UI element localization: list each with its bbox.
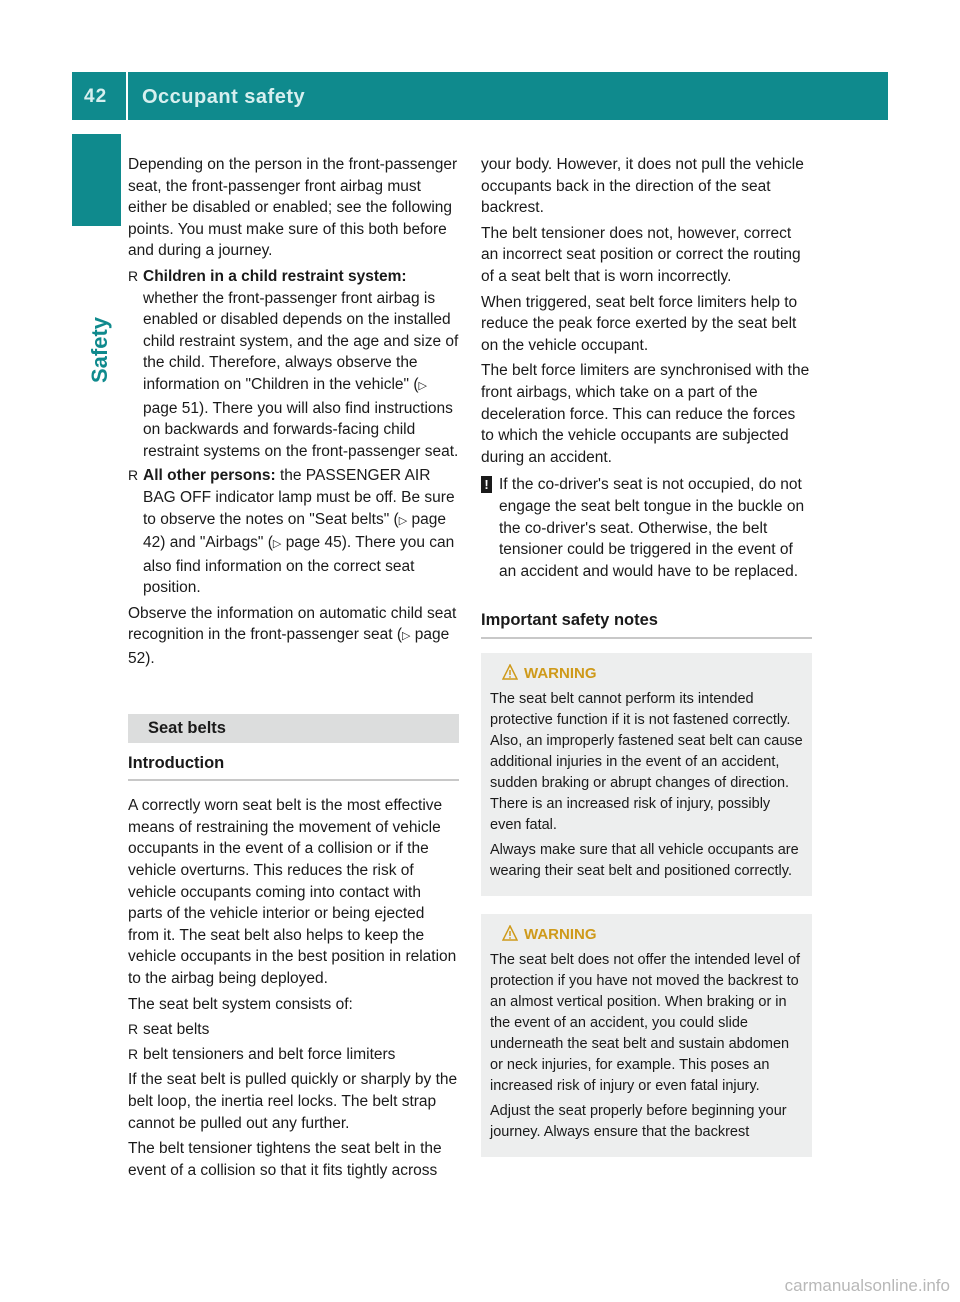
page-ref-arrow-icon: ▷ [402,630,411,643]
left-column [128,154,459,1185]
warning-label: WARNING [524,925,597,943]
watermark: carmanualsonline.info [784,1276,950,1295]
caution-note: ! If the co-driver's seat is not occupied, do not engage the seat belt tongue in the buckle on the co-driver's seat. Otherwise, the belt tensioner could be triggered in the event of an accident and would have to be replaced. [481,474,812,582]
page-ref-arrow-icon: ▷ [398,514,408,527]
warning-text: The seat belt cannot perform its intended protective function if it is not fastened correctly. Also, an improperly fastened seat belt can cause additional injuries in the event of an accident, sudden braking or abrupt changes of direction. There is an increased risk of injury, possibly even fatal. [490,690,803,833]
warning-box [481,914,812,1157]
exclamation-icon: ! [481,476,492,493]
list-item: R seat belts [128,1019,459,1041]
bullet-icon: R [128,267,139,284]
list-item: R Children in a child restraint system: whether the front-passenger front airbag is enabled or disabled depends on the installed child restraint system, and the age and size of the child. Therefore, always observe the information on "Children in the vehicle" (▷ page 51). There you will also find instructions on backwards and forwards-facing child restraint systems on the front-passenger seat. [128,267,459,460]
page-ref-arrow-icon: ▷ [272,538,282,551]
airbag-bullet-list [128,266,459,599]
page-ref-arrow-icon: ▷ [418,379,427,392]
paragraph: The belt tensioner tightens the seat belt in the event of a collision so that it fits tightly across [128,1140,442,1179]
right-column [481,154,812,1175]
page-number: 42 [84,86,108,107]
bullet-icon: R [128,1021,139,1038]
subheading-introduction: Introduction [128,743,459,782]
section-title: Seat belts [148,718,226,737]
paragraph: When triggered, seat belt force limiters help to reduce the peak force exerted by the seat belt on the vehicle occupant. [481,293,798,354]
side-tab-label: Safety [87,316,112,384]
warning-triangle-icon [502,664,518,680]
warning-header [490,663,803,687]
observe-paragraph: Observe the information on automatic child seat recognition in the front-passenger seat (▷ page 52). [128,604,457,668]
warning-header [490,924,803,948]
list-item: R All other persons: the PASSENGER AIR BAG OFF indicator lamp must be off. Be sure to observe the notes on "Seat belts" (▷ page 42) and "Airbags" (▷ page 45). There you can also find information on the correct seat position. [128,467,455,597]
belt-system-list [128,1019,459,1065]
intro-paragraph: Depending on the person in the front-passenger seat, the front-passenger front airbag must either be disabled or enabled; see the following points. You must make sure of this both before and during a journey. [128,156,458,260]
section-heading-box [128,714,459,743]
warning-text: The seat belt does not offer the intended level of protection if you have not moved the backrest to an almost vertical position. When braking or in the event of an accident, you could slide underneath the seat belt and sustain abdomen or neck injuries, for example. This poses an increased risk of injury or even fatal injury. [490,951,801,1094]
paragraph: The seat belt system consists of: [128,995,353,1013]
side-tab-block [72,134,121,226]
warning-text: Adjust the seat properly before beginning your journey. Always ensure that the backrest [490,1102,787,1140]
page-header [72,72,888,120]
paragraph: your body. However, it does not pull the vehicle occupants back in the direction of the seat backrest. [481,156,804,217]
paragraph: The belt tensioner does not, however, correct an incorrect seat position or correct the routing of a seat belt that is worn incorrectly. [481,224,801,285]
subheading-safety-notes: Important safety notes [481,600,812,639]
warning-label: WARNING [524,664,597,682]
warning-triangle-icon [502,925,518,941]
page-title: Occupant safety [142,86,306,108]
paragraph: If the seat belt is pulled quickly or sharply by the belt loop, the inertia reel locks. The belt strap cannot be pulled out any further. [128,1071,458,1132]
header-divider [126,72,128,120]
paragraph: A correctly worn seat belt is the most effective means of restraining the movement of vehicle occupants in the event of a collision or if the vehicle overturns. This reduces the risk of vehicle occupants coming into contact with parts of the vehicle interior or being ejected from it. The seat belt also helps to keep the vehicle occupants in the best position in relation to the airbag being deployed. [128,797,457,987]
warning-box [481,653,812,896]
warning-text: Always make sure that all vehicle occupants are wearing their seat belt and positioned correctly. [490,841,799,879]
paragraph: The belt force limiters are synchronised with the front airbags, which take on a part of the deceleration force. This can reduce the forces to which the vehicle occupants are subjected during an accident. [481,362,810,466]
bullet-icon: R [128,467,139,484]
list-item: R belt tensioners and belt force limiters [128,1044,459,1066]
bullet-icon: R [128,1045,139,1062]
